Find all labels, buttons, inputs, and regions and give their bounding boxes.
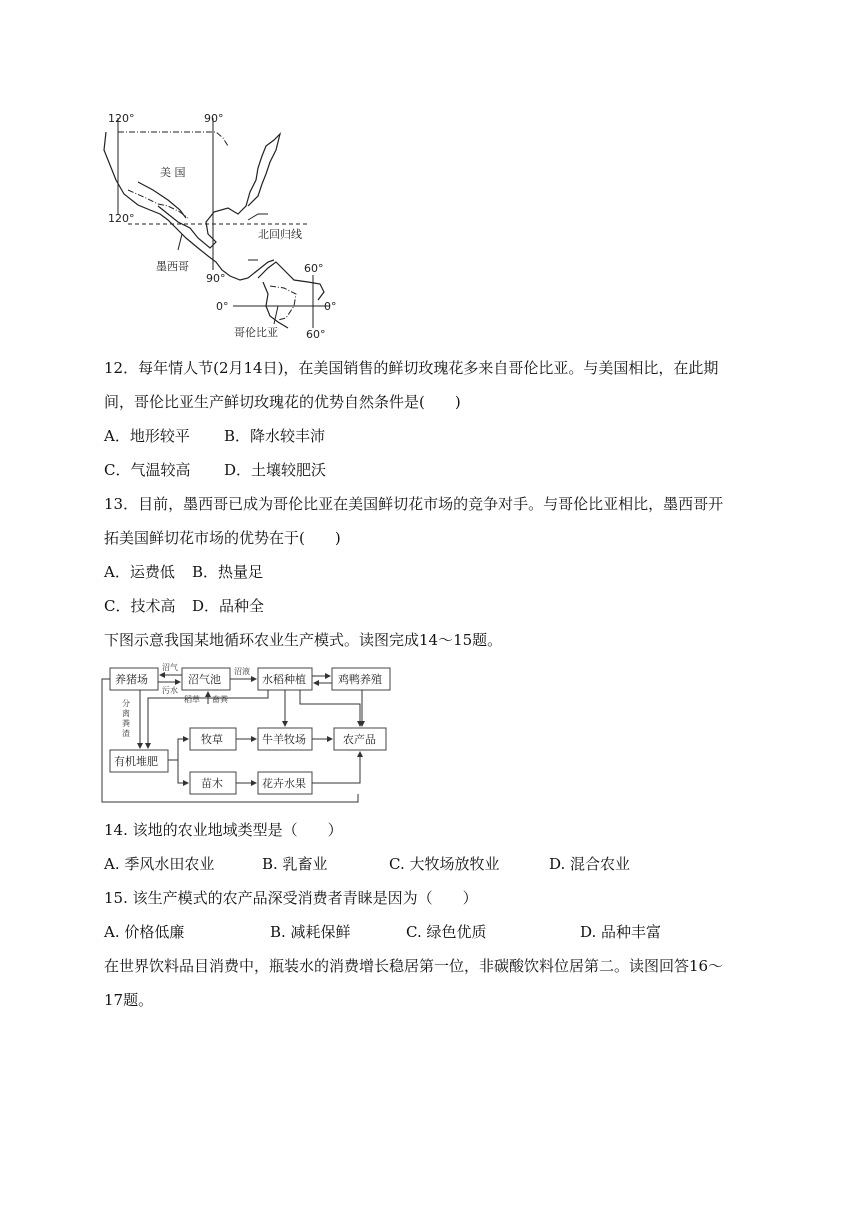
q13-option-b: B．热量足 xyxy=(192,563,264,581)
intro-16-17-line2: 17题。 xyxy=(104,991,154,1009)
q15-option-b: B. 减耗保鲜 xyxy=(270,923,351,941)
q15-stem: 15. 该生产模式的农产品深受消费者青睐是因为（ ） xyxy=(104,889,478,907)
label-cattle: 牛羊牧场 xyxy=(262,733,306,746)
intro-16-17-line1: 在世界饮料品目消费中，瓶装水的消费增长稳居第一位，非碳酸饮料位居第二。读图回答16～ xyxy=(104,957,724,975)
q15-options xyxy=(104,922,744,942)
label-rice: 水稻种植 xyxy=(262,673,306,686)
q14-stem: 14. 该地的农业地域类型是（ ） xyxy=(104,821,343,839)
label-60-bottom: 60° xyxy=(306,328,326,341)
label-pig-farm: 养猪场 xyxy=(115,673,148,686)
q13-option-c: C．技术高 xyxy=(104,597,176,615)
label-tropic: 北回归线 xyxy=(258,228,302,241)
us-canada-border xyxy=(118,132,228,146)
q13-option-a: A．运费低 xyxy=(104,563,175,581)
label-biogas-pool: 沼气池 xyxy=(188,673,221,686)
americas-map xyxy=(98,110,348,345)
q14-option-d: D. 混合农业 xyxy=(549,855,631,873)
q13-option-d: D．品种全 xyxy=(192,597,265,615)
label-90-bottom: 90° xyxy=(206,272,226,285)
edge-feces-2: 离 xyxy=(122,709,130,718)
edge-slurry: 沼液 xyxy=(234,667,250,676)
label-compost: 有机堆肥 xyxy=(114,755,158,768)
arrow-compost-forage xyxy=(168,739,188,760)
q15-option-d: D. 品种丰富 xyxy=(580,923,662,941)
label-90-top: 90° xyxy=(204,112,224,125)
north-america-coast xyxy=(104,132,280,280)
q13-stem-line2: 拓美国鲜切花市场的优势在于( ) xyxy=(104,529,341,547)
q12-options-row1 xyxy=(104,426,744,446)
q13-stem-line1: 13．目前，墨西哥已成为哥伦比亚在美国鲜切花市场的竞争对手。与哥伦比亚相比，墨西哥开 xyxy=(104,495,724,513)
q13-options-row1 xyxy=(104,562,744,582)
q12-option-b: B．降水较丰沛 xyxy=(224,427,326,445)
mexico-pointer xyxy=(178,234,182,250)
label-60-top: 60° xyxy=(304,262,324,275)
q12-option-c: C．气温较高 xyxy=(104,461,191,479)
q12-stem-line2: 间，哥伦比亚生产鲜切玫瑰花的优势自然条件是( ) xyxy=(104,393,461,411)
q12-options-row2 xyxy=(104,460,744,480)
edge-biogas: 沼气 xyxy=(162,663,178,672)
label-eq-right: 0° xyxy=(324,300,337,313)
q14-option-b: B. 乳畜业 xyxy=(262,855,328,873)
label-seedlings: 苗木 xyxy=(201,777,223,790)
label-usa: 美 国 xyxy=(160,166,186,179)
q15-option-c: C. 绿色优质 xyxy=(406,923,487,941)
label-eq-left: 0° xyxy=(216,300,229,313)
label-mexico: 墨西哥 xyxy=(156,260,189,273)
q12-stem-line1: 12．每年情人节(2月14日)，在美国销售的鲜切玫瑰花多来自哥伦比亚。与美国相比，在此期 xyxy=(104,359,719,377)
q13-options-row2 xyxy=(104,596,744,616)
label-flowers: 花卉水果 xyxy=(262,777,306,790)
label-120-top: 120° xyxy=(108,112,135,125)
arrow-compost-seedlings xyxy=(178,760,188,783)
edge-manure: 畜粪 xyxy=(212,695,228,704)
q14-option-c: C. 大牧场放牧业 xyxy=(389,855,500,873)
edge-sewage: 污水 xyxy=(162,686,178,695)
label-forage: 牧草 xyxy=(201,733,223,746)
circular-agriculture-diagram xyxy=(100,660,400,806)
q12-option-d: D．土壤较肥沃 xyxy=(224,461,327,479)
label-colombia: 哥伦比亚 xyxy=(234,326,278,339)
q15-option-a: A. 价格低廉 xyxy=(104,923,185,941)
label-products: 农产品 xyxy=(343,733,376,746)
label-120-left: 120° xyxy=(108,212,135,225)
q14-option-a: A. 季风水田农业 xyxy=(104,855,215,873)
arrow-rice-products xyxy=(300,690,360,726)
edge-feces-3: 粪 xyxy=(122,719,130,728)
q14-options xyxy=(104,854,744,874)
intro-14-15: 下图示意我国某地循环农业生产模式。读图完成14～15题。 xyxy=(104,631,503,649)
edge-feces-4: 渣 xyxy=(122,729,130,738)
label-poultry: 鸡鸭养殖 xyxy=(338,673,382,686)
edge-straw: 稻草 xyxy=(184,695,200,704)
colombia-border xyxy=(270,286,296,320)
arrow-flowers-products xyxy=(312,752,360,783)
q12-option-a: A．地形较平 xyxy=(104,427,190,445)
edge-feces-1: 分 xyxy=(122,699,130,708)
